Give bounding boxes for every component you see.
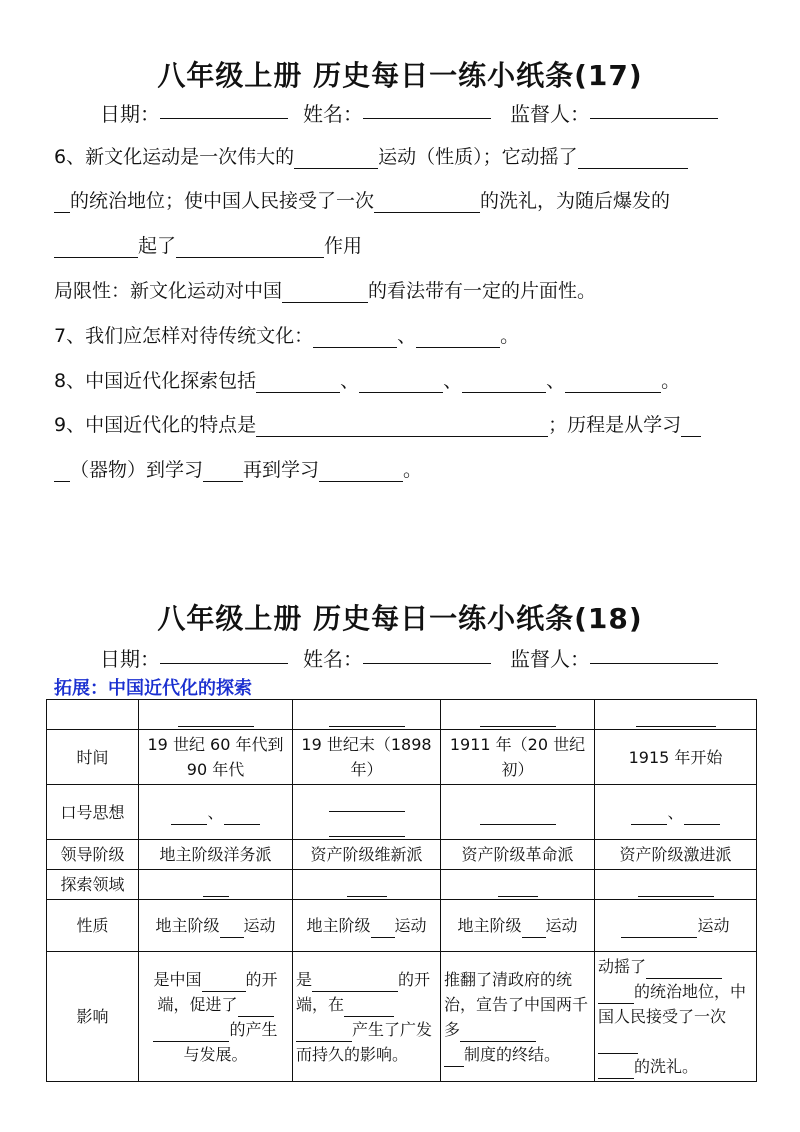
field-cell-1[interactable] bbox=[139, 870, 293, 900]
date-blank[interactable] bbox=[160, 643, 288, 664]
table-corner-cell bbox=[47, 700, 139, 730]
impact4-b: 的统治地位，中国人民接受了一次 bbox=[598, 982, 747, 1026]
field-label: 探索领域 bbox=[47, 870, 139, 900]
q8-text: 8、中国近代化探索包括 bbox=[54, 370, 257, 392]
nature-suffix: 运动 bbox=[394, 916, 427, 935]
supervisor-label: 监督人： bbox=[510, 102, 590, 126]
event-name-cell-1[interactable] bbox=[139, 700, 293, 730]
limitation-text-a: 局限性：新文化运动对中国 bbox=[54, 280, 283, 302]
leader-label: 领导阶级 bbox=[47, 840, 139, 870]
time-cell-3: 1911 年（20 世纪初） bbox=[441, 730, 595, 785]
q8-blank-2[interactable] bbox=[359, 374, 443, 393]
q9-blank-3[interactable] bbox=[203, 463, 243, 482]
time-cell-2: 19 世纪末（1898 年） bbox=[293, 730, 441, 785]
nature-prefix-bourgeois: 地主阶级 bbox=[457, 916, 522, 935]
q9-end: 。 bbox=[403, 459, 423, 481]
q9-blank-2b[interactable] bbox=[54, 463, 70, 482]
time-cell-4: 1915 年开始 bbox=[595, 730, 757, 785]
table-row-slogan bbox=[47, 785, 757, 840]
leader-cell-1: 地主阶级洋务派 bbox=[139, 840, 293, 870]
q8-sep-2: 、 bbox=[443, 370, 463, 392]
date-blank[interactable] bbox=[160, 98, 288, 119]
date-label: 日期： bbox=[100, 647, 160, 671]
nature-suffix: 运动 bbox=[243, 916, 276, 935]
sheet-17-title: 八年级上册 历史每日一练小纸条(17) bbox=[157, 59, 643, 92]
q6-line2 bbox=[54, 186, 670, 213]
leader-cell-3: 资产阶级革命派 bbox=[441, 840, 595, 870]
q6-blank-2b[interactable] bbox=[54, 194, 70, 213]
impact3-a: 推翻了清政府的统治，宣告了中国两千多 bbox=[444, 969, 589, 1039]
q6-text-d: 的洗礼，为随后爆发的 bbox=[480, 190, 671, 212]
leader-cell-4: 资产阶级激进派 bbox=[595, 840, 757, 870]
date-label: 日期： bbox=[100, 102, 160, 126]
event-name-cell-3[interactable] bbox=[441, 700, 595, 730]
time-cell-1: 19 世纪 60 年代到 90 年代 bbox=[139, 730, 293, 785]
name-blank[interactable] bbox=[363, 98, 491, 119]
name-label: 姓名： bbox=[303, 647, 363, 671]
field-cell-4[interactable] bbox=[595, 870, 757, 900]
table-row-header bbox=[47, 700, 757, 730]
impact1-a: 是中国 bbox=[153, 969, 202, 989]
name-blank[interactable] bbox=[363, 643, 491, 664]
table-row-leader bbox=[47, 840, 757, 870]
impact-cell-4[interactable] bbox=[595, 952, 757, 1082]
q6-text-e: 起了 bbox=[138, 235, 177, 257]
impact4-a: 动摇了 bbox=[598, 957, 647, 976]
event-name-cell-2[interactable] bbox=[293, 700, 441, 730]
q9-line1 bbox=[54, 410, 701, 437]
name-label: 姓名： bbox=[303, 102, 363, 126]
q9-line2 bbox=[54, 455, 422, 482]
nature-cell-4[interactable] bbox=[595, 900, 757, 952]
event-name-cell-4[interactable] bbox=[595, 700, 757, 730]
sheet-18-title: 八年级上册 历史每日一练小纸条(18) bbox=[157, 602, 643, 635]
q8-sep-1: 、 bbox=[340, 370, 360, 392]
impact-cell-1[interactable] bbox=[139, 952, 293, 1082]
q8-blank-1[interactable] bbox=[256, 374, 340, 393]
leader-cell-2: 资产阶级维新派 bbox=[293, 840, 441, 870]
field-cell-3[interactable] bbox=[441, 870, 595, 900]
q9-blank-2[interactable] bbox=[681, 418, 701, 437]
impact-cell-3[interactable] bbox=[441, 952, 595, 1082]
q6-blank-5[interactable] bbox=[176, 239, 324, 258]
impact2-c: 产生了广发而持久的影响。 bbox=[296, 1019, 433, 1064]
field-cell-2[interactable] bbox=[293, 870, 441, 900]
q6-text-f: 作用 bbox=[324, 235, 363, 257]
impact3-b: 制度的终结。 bbox=[464, 1044, 561, 1064]
q9-blank-4[interactable] bbox=[319, 463, 403, 482]
q6-text-a: 6、新文化运动是一次伟大的 bbox=[54, 146, 295, 168]
q9-text-d: 再到学习 bbox=[243, 459, 320, 481]
slogan-sep: 、 bbox=[667, 802, 684, 822]
q9-text-b: ；历程是从学习 bbox=[548, 414, 682, 436]
impact1-d: 与发展。 bbox=[183, 1044, 248, 1064]
q7-line bbox=[54, 321, 519, 348]
q9-blank-1[interactable] bbox=[256, 418, 548, 437]
q6-blank-2[interactable] bbox=[578, 150, 688, 169]
nature-suffix: 运动 bbox=[697, 916, 730, 935]
slogan-label: 口号思想 bbox=[47, 785, 139, 840]
q9-text-a: 9、中国近代化的特点是 bbox=[54, 414, 257, 436]
q7-text: 7、我们应怎样对待传统文化： bbox=[54, 325, 314, 347]
supervisor-blank[interactable] bbox=[590, 643, 718, 664]
table-row-field bbox=[47, 870, 757, 900]
extension-title: 拓展：中国近代化的探索 bbox=[54, 678, 252, 699]
limitation-line bbox=[54, 276, 596, 303]
limitation-text-b: 的看法带有一定的片面性。 bbox=[368, 280, 597, 302]
limitation-blank[interactable] bbox=[282, 284, 368, 303]
q6-line3 bbox=[54, 231, 362, 258]
q7-blank-1[interactable] bbox=[313, 329, 397, 348]
table-row-time bbox=[47, 730, 757, 785]
supervisor-label: 监督人： bbox=[510, 647, 590, 671]
q7-end: 。 bbox=[500, 325, 520, 347]
table-row-impact bbox=[47, 952, 757, 1082]
slogan-cell-4[interactable] bbox=[595, 785, 757, 840]
q8-line bbox=[54, 366, 680, 393]
nature-label: 性质 bbox=[47, 900, 139, 952]
q6-line1 bbox=[54, 142, 688, 169]
slogan-cell-1[interactable] bbox=[139, 785, 293, 840]
q7-blank-2[interactable] bbox=[416, 329, 500, 348]
impact1-c: 的产生 bbox=[229, 1019, 278, 1039]
slogan-cell-2[interactable] bbox=[293, 785, 441, 840]
table-row-nature bbox=[47, 900, 757, 952]
nature-prefix: 地主阶级 bbox=[155, 916, 220, 935]
q8-sep-3: 、 bbox=[546, 370, 566, 392]
q8-end: 。 bbox=[661, 370, 681, 392]
q8-blank-4[interactable] bbox=[565, 374, 661, 393]
slogan-sep: 、 bbox=[207, 802, 224, 822]
impact2-a: 是 bbox=[296, 969, 313, 989]
modernization-table bbox=[46, 699, 757, 1082]
q7-sep: 、 bbox=[397, 325, 417, 347]
q6-blank-3[interactable] bbox=[374, 194, 480, 213]
q6-text-b: 运动（性质）；它动摇了 bbox=[378, 146, 578, 168]
nature-cell-3[interactable] bbox=[441, 900, 595, 952]
impact2-b: 的开端，在 bbox=[296, 969, 431, 1014]
slogan-cell-3[interactable] bbox=[441, 785, 595, 840]
q6-blank-4[interactable] bbox=[54, 239, 138, 258]
nature-cell-2[interactable] bbox=[293, 900, 441, 952]
impact-cell-2[interactable] bbox=[293, 952, 441, 1082]
q6-text-c: 的统治地位；使中国人民接受了一次 bbox=[70, 190, 375, 212]
impact-label: 影响 bbox=[47, 952, 139, 1082]
supervisor-blank[interactable] bbox=[590, 98, 718, 119]
q8-blank-3[interactable] bbox=[462, 374, 546, 393]
time-label: 时间 bbox=[47, 730, 139, 785]
impact1-b: 的开端，促进了 bbox=[157, 969, 278, 1014]
nature-suffix: 运动 bbox=[545, 916, 578, 935]
q6-blank-1[interactable] bbox=[294, 150, 378, 169]
nature-cell-1[interactable] bbox=[139, 900, 293, 952]
q9-text-c: （器物）到学习 bbox=[70, 459, 204, 481]
nature-prefix-bourgeois: 地主阶级 bbox=[306, 916, 371, 935]
impact4-c: 的洗礼。 bbox=[634, 1057, 699, 1076]
